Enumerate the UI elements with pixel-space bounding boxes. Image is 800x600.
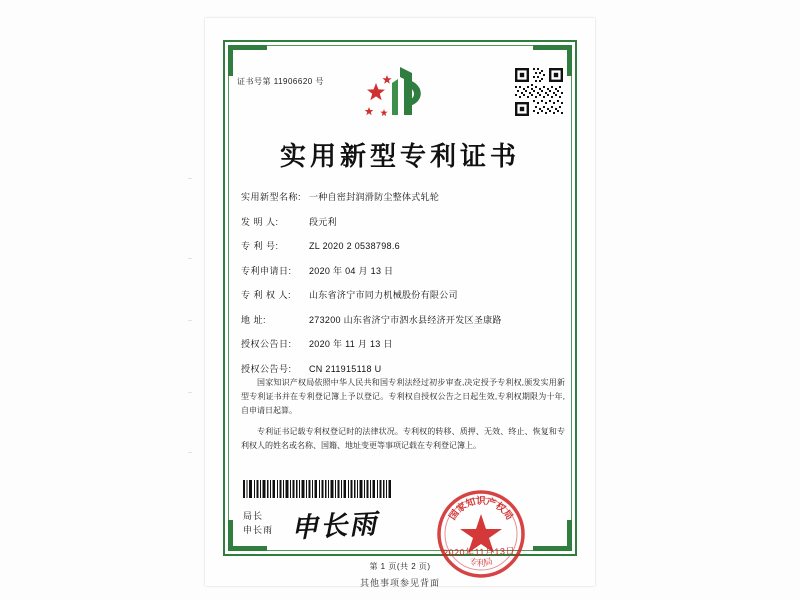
field-value: 段元利 [309,216,337,227]
field-value: ZL 2020 2 0538798.6 [309,241,400,251]
handwritten-signature: 申长雨 [290,508,379,545]
footer-note: 其他事项参见背面 [359,578,440,588]
page-number: 第 1 页(共 2 页) [369,562,431,571]
field-value: 273200 山东省济宁市泗水县经济开发区圣康路 [309,314,502,325]
field-label: 专利申请日: [241,265,292,276]
field-value: 一种自密封润滑防尘整体式轧轮 [309,192,440,202]
field-label: 授权公告号: [241,363,292,374]
field-label: 地 址: [241,314,267,325]
field-value: 2020 年 11 月 13 日 [309,339,393,349]
field-value: 2020 年 04 月 13 日 [309,265,394,276]
svg-text:专利局: 专利局 [467,556,495,569]
page-title: 实用新型专利证书 [279,142,520,172]
field-row [241,288,565,301]
scan-artifact [188,452,192,453]
fields-list [241,190,565,386]
scan-artifact [188,178,192,179]
field-row [241,264,565,277]
corner-ornament [533,520,572,551]
certificate-sheet [205,18,595,586]
field-label: 发 明 人: [241,216,279,227]
legal-text [241,376,565,460]
scan-artifact [188,320,192,321]
certificate-number: 证书号第 11906620 号 [237,77,324,86]
seal-date: 2020年11月13日 [442,546,516,558]
field-row [241,190,565,203]
field-value: CN 211915118 U [309,363,382,374]
field-row [241,337,565,350]
patent-office-emblem-icon [354,63,446,125]
legal-paragraph: 国家知识产权局依照中华人民共和国专利法经过初步审查,决定授予专利权,颁发实用新型专利证书并在专利登记簿上予以登记。专利权自授权公告之日起生效,专利权期限为十年,自申请日起算。 [241,378,565,415]
scan-artifact [188,392,192,393]
scan-artifact [188,258,192,259]
field-label: 授权公告日: [241,339,292,349]
field-value: 山东省济宁市同力机械股份有限公司 [309,290,458,300]
field-label: 专 利 权 人: [241,290,292,300]
corner-ornament [228,45,267,76]
field-label: 实用新型名称: [241,192,302,202]
field-row [241,362,565,375]
director-name: 申长雨 [243,524,274,535]
field-row [241,313,565,326]
field-row [241,215,565,228]
svg-text:国家知识产权局: 国家知识产权局 [447,496,515,523]
barcode-icon [243,480,393,498]
qr-code-icon [513,66,565,118]
legal-paragraph: 专利证书记载专利权登记时的法律状况。专利权的转移、质押、无效、终止、恢复和专利权人的姓名或名称、国籍、地址变更等事项记载在专利登记簿上。 [241,427,565,450]
signature-block [243,510,273,538]
field-row [241,239,565,252]
field-label: 专 利 号: [241,241,279,251]
director-label: 局长 [243,511,264,521]
